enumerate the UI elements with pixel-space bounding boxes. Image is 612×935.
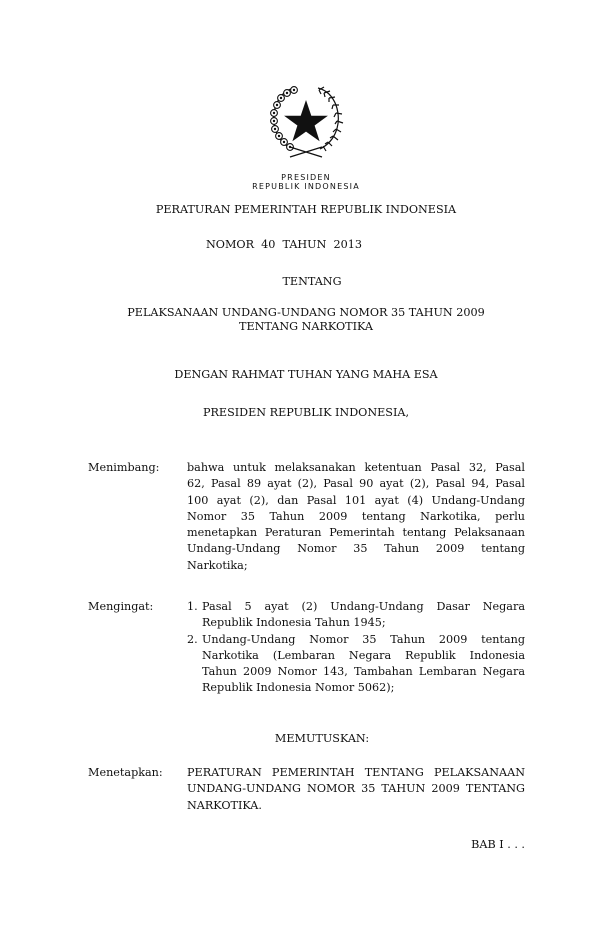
regulation-number: NOMOR 40 TAHUN 2013 [206,238,362,251]
mengingat-item [187,599,525,632]
item-line: Republik Indonesia Nomor 5062); [202,681,395,695]
preamble-president: PRESIDEN REPUBLIK INDONESIA, [202,406,410,419]
item-number: 2. [187,632,198,646]
menimbang-text [187,460,525,574]
menetapkan-line: NARKOTIKA. [187,798,262,812]
menimbang-line: Nomor 35 Tahun 2009 tentang Narkotika, perlu [187,509,525,523]
item-line: Undang-Undang Nomor 35 Tahun 2009 tentang [202,632,525,646]
header-republic: REPUBLIK INDONESIA [252,182,360,191]
subject-line-1: PELAKSANAAN UNDANG-UNDANG NOMOR 35 TAHUN 2009 [127,306,485,319]
regulation-title: PERATURAN PEMERINTAH REPUBLIK INDONESIA [155,203,457,216]
menetapkan-text [187,765,525,814]
about-heading: TENTANG [282,275,342,288]
menimbang-line: Undang-Undang Nomor 35 Tahun 2009 tentang [187,542,525,556]
decision-heading: MEMUTUSKAN: [274,732,370,745]
mengingat-list [187,599,525,697]
menetapkan-line: PERATURAN PEMERINTAH TENTANG PELAKSANAAN [187,766,525,779]
item-line: Narkotika (Lembaran Negara Republik Indonesia [202,648,525,662]
menimbang-line: bahwa untuk melaksanakan ketentuan Pasal 32, Pasal [187,461,525,474]
item-line: Pasal 5 ayat (2) Undang-Undang Dasar Negara [202,600,525,613]
item-line: Tahun 2009 Nomor 143, Tambahan Lembaran Negara [202,665,525,679]
subject-line-2: TENTANG NARKOTIKA [238,320,373,333]
mengingat-label: Mengingat: [88,600,154,613]
menimbang-line: 62, Pasal 89 ayat (2), Pasal 90 ayat (2), Pasal 94, Pasal [187,477,525,491]
item-line: Republik Indonesia Tahun 1945; [202,616,386,630]
menimbang-label: Menimbang: [88,461,160,474]
garuda-star-emblem-icon [262,83,350,159]
menetapkan-line: UNDANG-UNDANG NOMOR 35 TAHUN 2009 TENTANG [187,782,525,796]
menimbang-line: menetapkan Peraturan Pemerintah tentang Pelaksanaan [187,526,525,540]
preamble-grace: DENGAN RAHMAT TUHAN YANG MAHA ESA [174,368,438,381]
page-continuation: BAB I . . . [471,838,525,851]
menimbang-line: 100 ayat (2), dan Pasal 101 ayat (4) Undang-Undang [187,493,525,507]
menimbang-line: Narkotika; [187,558,248,572]
item-number: 1. [187,600,198,613]
menetapkan-label: Menetapkan: [88,766,163,779]
mengingat-item [187,632,525,697]
header-president: PRESIDEN [281,173,331,182]
